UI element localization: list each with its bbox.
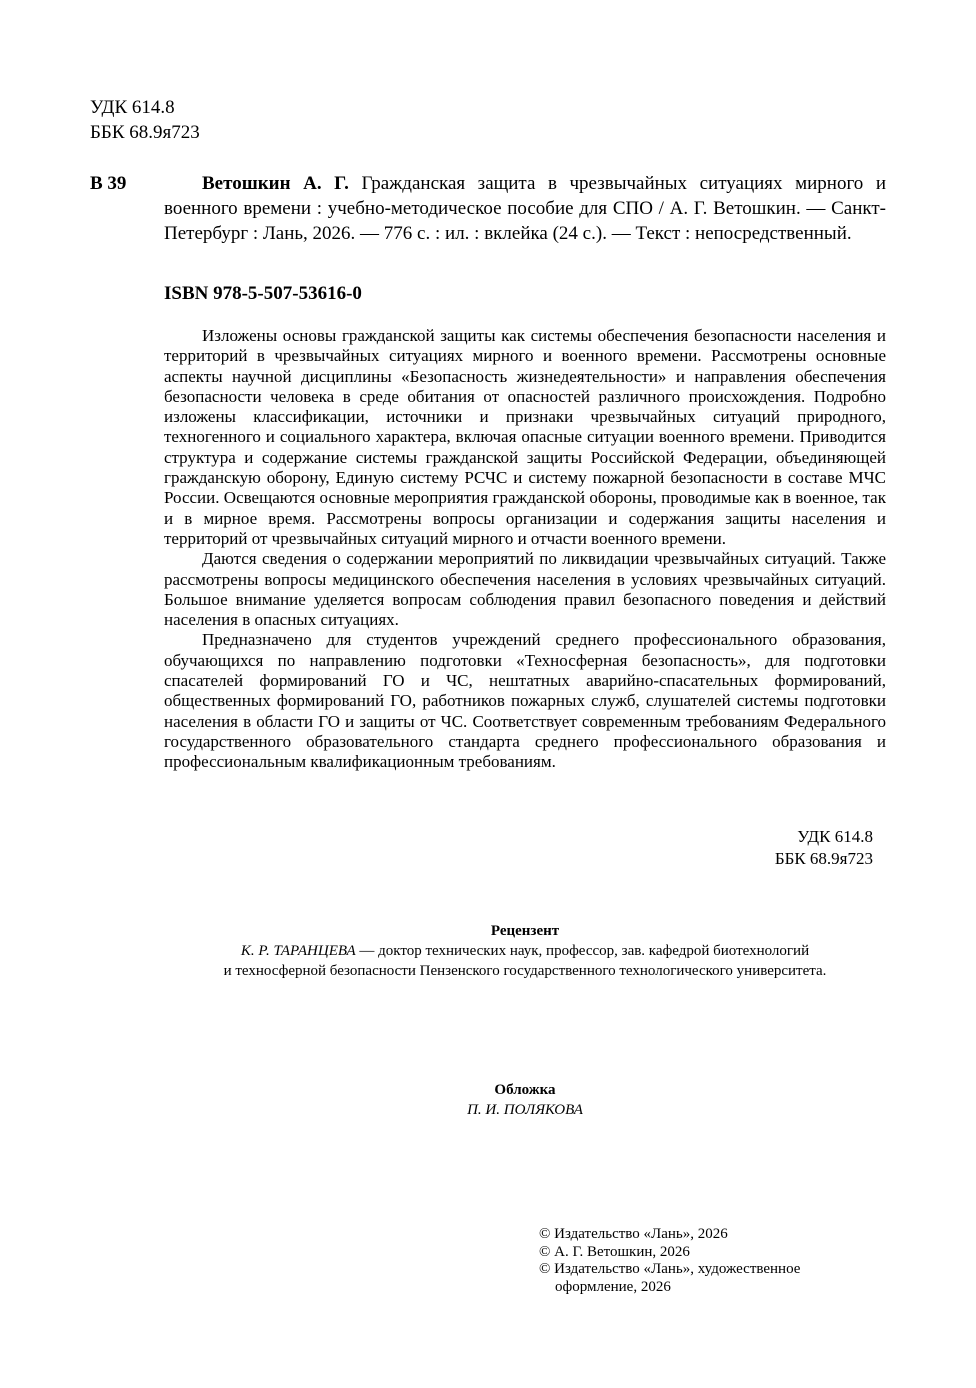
copyright-line: оформление, 2026 bbox=[555, 1278, 671, 1295]
copyright-line: © Издательство «Лань», 2026 bbox=[539, 1226, 728, 1242]
classification-codes-top bbox=[90, 95, 200, 145]
copyright-block bbox=[539, 1226, 869, 1296]
bibliographic-description: Гражданская защита в чрезвычайных ситуациях мирного и военного времени : учебно-методическое пособие для СПО / А. Г. Ветошкин. — Санкт-Петербург : Лань, 2026. — 776 с. : ил. : вклейка (24 с.). — Текст : непосредственный. bbox=[164, 173, 887, 244]
bibliographic-record bbox=[164, 171, 886, 246]
annotation-paragraph: Изложены основы гражданской защиты как системы обеспечения безопасности населения и территорий в чрезвычайных ситуациях мирного и военного времени. Рассмотрены основные аспекты научной дисциплины «Безопасность жизнедеятельности» и направления обеспечения безопасности человека в среде обитания от опасностей различного происхождения. Подробно изложены классификации, источники и признаки чрезвычайных ситуаций природного, техногенного и социального характера, включая опасные ситуации военного времени. Приводится структура и содержание системы гражданской защиты Российской Федерации, объединяющей гражданскую оборону, Единую систему РСЧС и систему пожарной безопасности в составе МЧС России. Освещаются основные мероприятия гражданской обороны, проводимые как в военное, так и в мирное время. Рассмотрены вопросы организации и содержания защиты населения и территорий от чрезвычайных ситуаций мирного и отчасти военного времени. bbox=[164, 326, 886, 548]
annotation bbox=[164, 326, 886, 773]
annotation-paragraph: Предназначено для студентов учреждений среднего профессионального образования, обучающихся по направлению подготовки «Техносферная безопасность», для подготовки спасателей формирований ГО и ЧС, нештатных аварийно-спасательных формирований, общественных формирований ГО, работников пожарных служб, слушателей системы подготовки населения в области ГО и защиты от ЧС. Соответствует современным требованиям Федерального государственного образовательного стандарта среднего профессионального образования и профессиональным квалификационным требованиям. bbox=[164, 630, 886, 772]
copyright-line: © Издательство «Лань», художественное bbox=[539, 1261, 801, 1277]
annotation-paragraph: Даются сведения о содержании мероприятий по ликвидации чрезвычайных ситуаций. Также рассмотрены вопросы медицинского обеспечения населения в условиях чрезвычайных ситуаций. Большое внимание уделяется вопросам соблюдения правил безопасного поведения и действий населения в опасных ситуациях. bbox=[164, 549, 886, 630]
udk-code: УДК 614.8 bbox=[90, 97, 175, 118]
reviewer-block bbox=[150, 921, 900, 981]
cover-artist: П. И. ПОЛЯКОВА bbox=[467, 1102, 583, 1118]
author-name: Ветошкин А. Г. bbox=[202, 173, 349, 194]
copyright-line: © А. Г. Ветошкин, 2026 bbox=[539, 1243, 690, 1260]
reviewer-title: — доктор технических наук, профессор, зав. кафедрой биотехнологий bbox=[355, 943, 810, 959]
isbn: ISBN 978-5-507-53616-0 bbox=[164, 283, 362, 304]
reviewer-affiliation: и техносферной безопасности Пензенского государственного технологического университета. bbox=[223, 963, 827, 979]
reviewer-heading: Рецензент bbox=[490, 923, 560, 939]
cover-credit bbox=[350, 1080, 700, 1120]
bbk-code: ББК 68.9я723 bbox=[90, 122, 200, 143]
cover-heading: Обложка bbox=[494, 1082, 556, 1098]
author-mark: В 39 bbox=[90, 173, 127, 194]
bbk-code: ББК 68.9я723 bbox=[774, 849, 873, 868]
udk-code: УДК 614.8 bbox=[797, 827, 873, 846]
classification-codes-bottom bbox=[600, 826, 873, 870]
reviewer-name: К. Р. ТАРАНЦЕВА bbox=[240, 943, 356, 959]
